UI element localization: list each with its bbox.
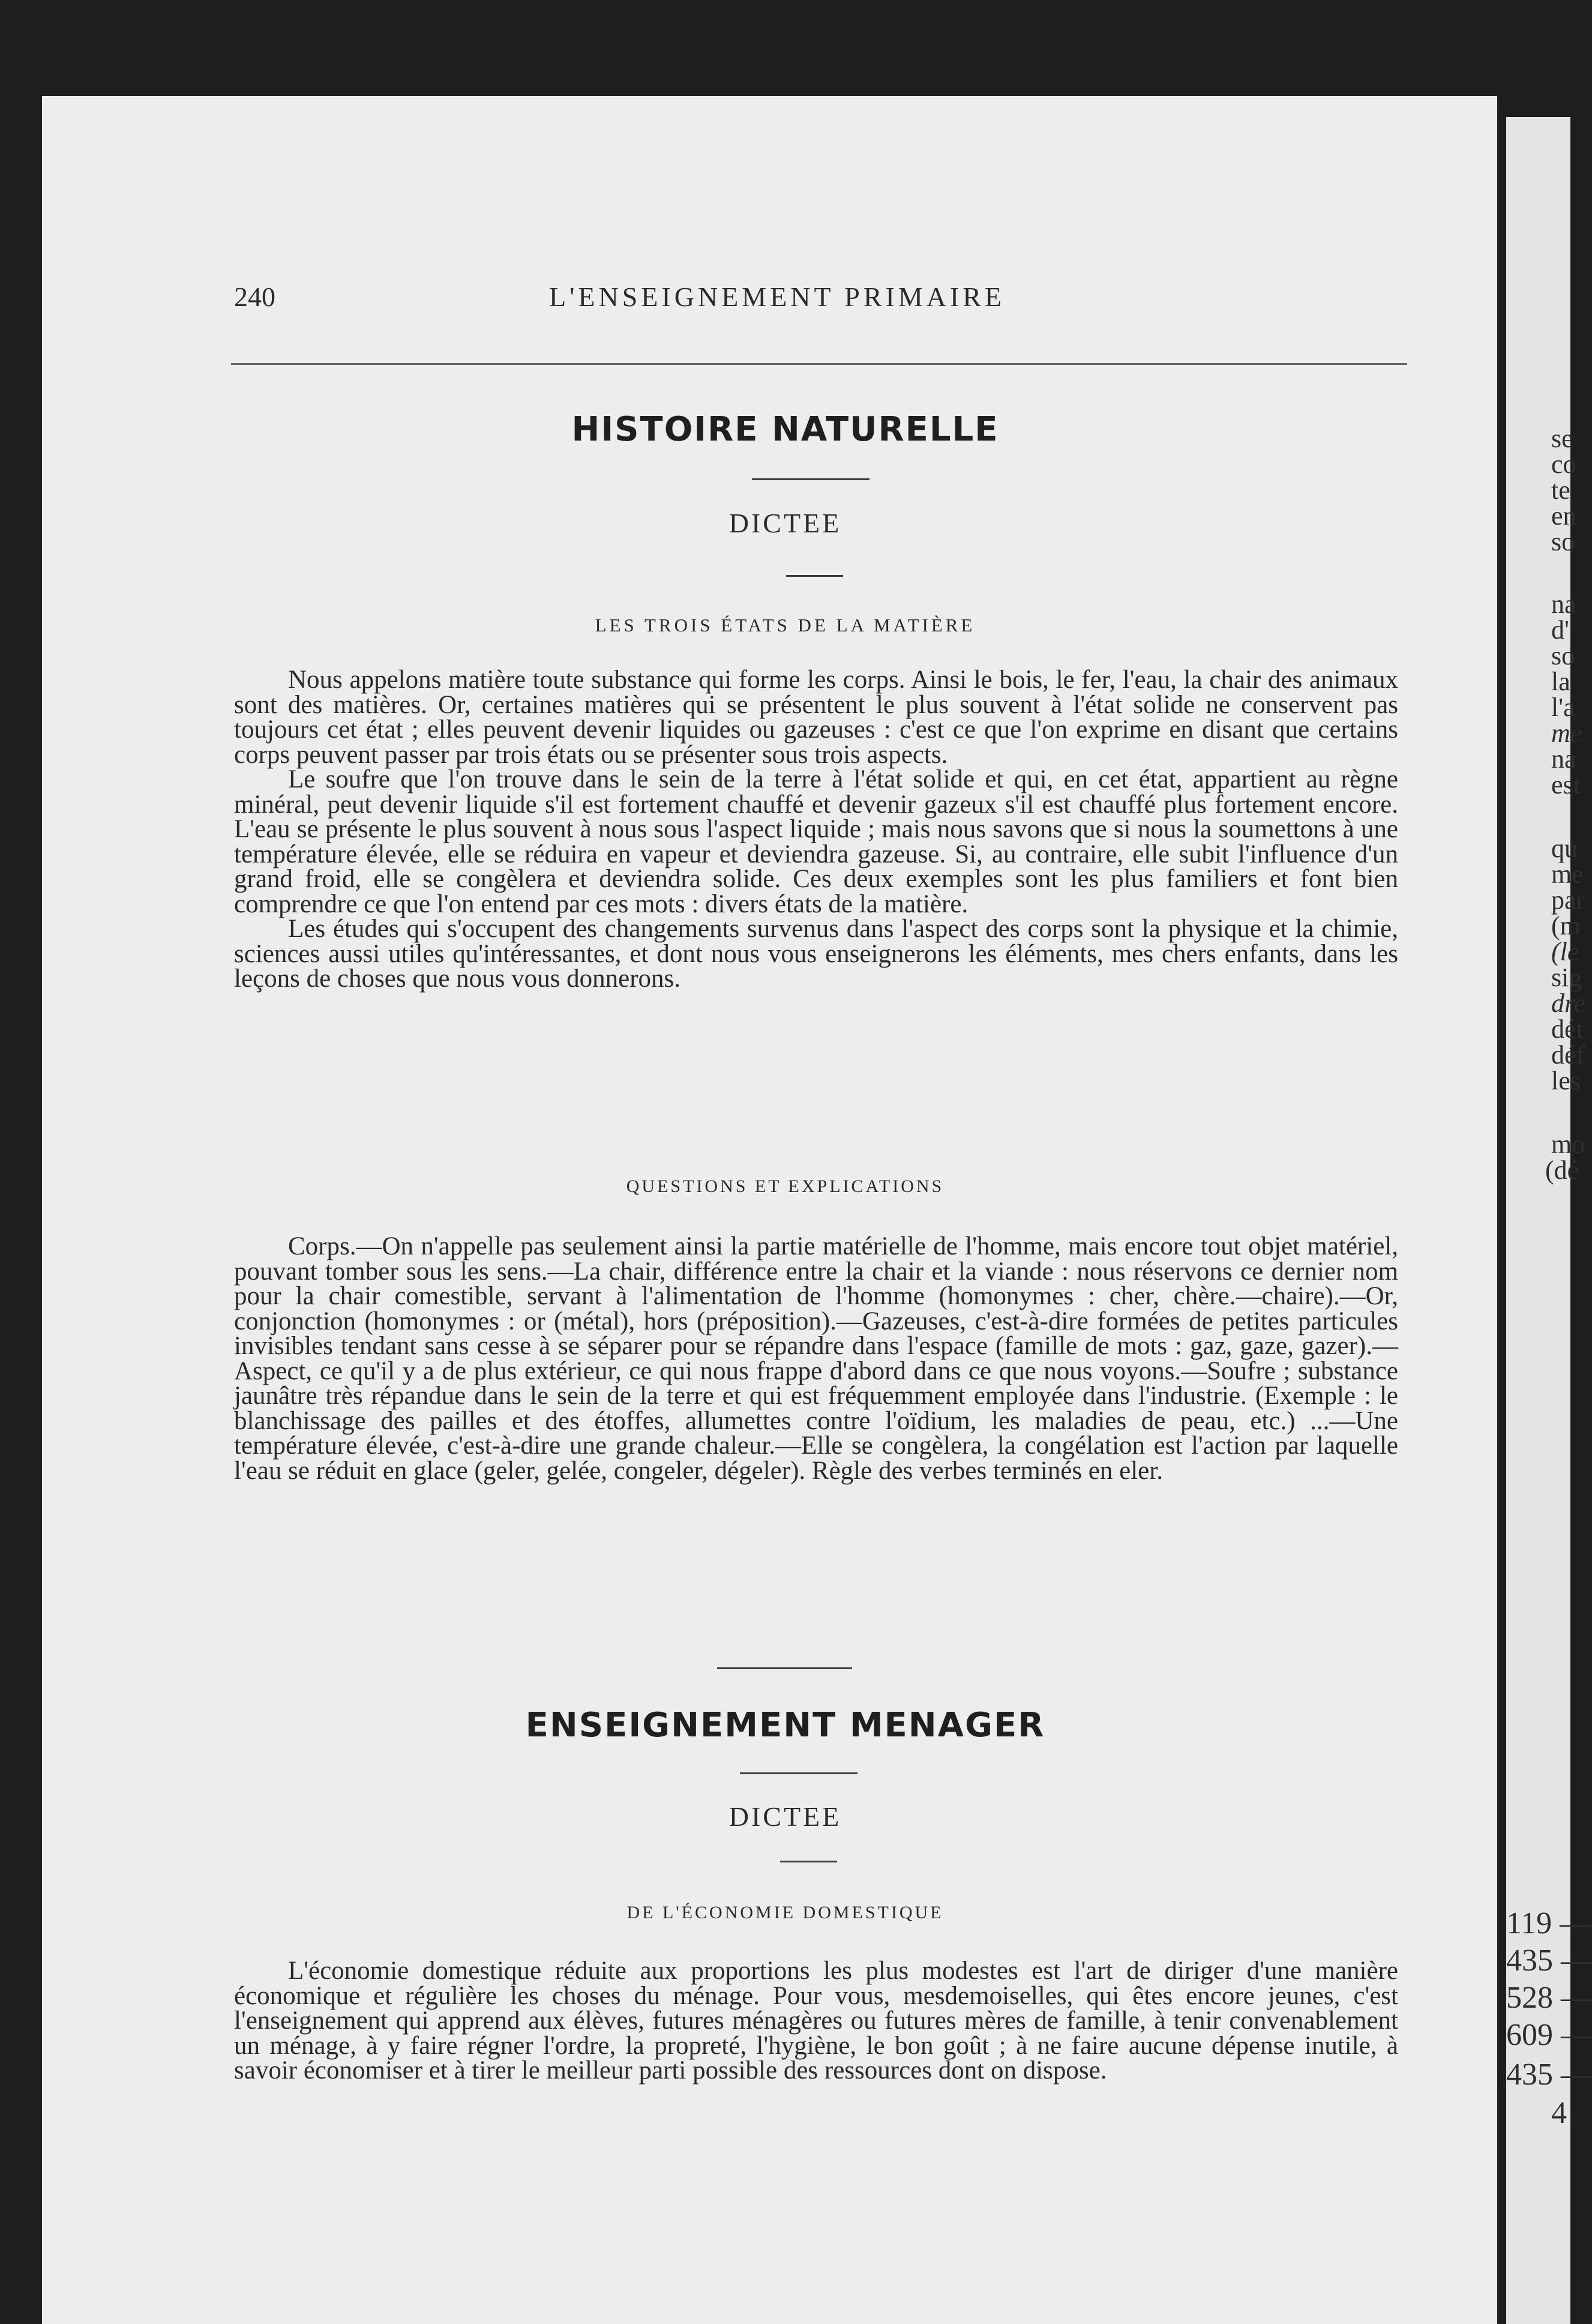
facing-fragment: na [1551, 744, 1576, 774]
facing-number: 119 — [1506, 1906, 1591, 1940]
questions-paragraph: Corps.—On n'appelle pas seulement ainsi la partie matérielle de l'homme, mais encore tout objet matériel, pouvant tomber sous les sens.—La chair, différence entre la chair et la viande : nous réservons ce dernier nom pour la chair comestible, servant à l'alimentation de l'homme (homonymes : cher, chère.—chaire).—Or, conjonction (homonymes : or (métal), hors (préposition).—Gazeuses, c'est-à-dire formées de petites particules invisibles tendant sans cesse à se séparer pour se répandre dans l'espace (famille de mots : gaz, gaze, gazer).—Aspect, ce qu'il y a de plus extérieur, ce qui nous frappe d'abord dans ce que nous voyons.—Soufre ; substance jaunâtre très répandue dans le sein de la terre et qui est fréquemment employée dans l'industrie. (Exemple : le blanchissage des pailles et des étoffes, allumettes contre l'oïdium, les maladies de peau, etc.) ...—Une température élevée, c'est-à-dire une grande chaleur.—Elle se congèlera, la congélation est l'action par laquelle l'eau se réduit en glace (geler, gelée, congeler, dégeler). Règle des verbes terminés en eler. [234, 1232, 1398, 1485]
facing-fragment: la [1551, 667, 1570, 696]
facing-fragment: so [1551, 641, 1575, 670]
facing-number: 4 [1551, 2096, 1567, 2130]
header-divider [231, 363, 1407, 365]
facing-fragment: co [1551, 450, 1576, 479]
dictation-paragraph: Le soufre que l'on trouve dans le sein de la terre à l'état solide et qui, en cet état, appartient au règne minéral, peut devenir liquide s'il est fortement chauffé et devenir gazeux s'il est chauffé plus fortement encore. L'eau se présente le plus souvent à nous sous l'aspect liquide ; mais nous savons que si nous la soumettons à une température élevée, elle se réduira en vapeur et deviendra gazeuse. Si, au contraire, elle subit l'influence d'un grand froid, elle se congèlera et deviendra solide. Ces deux exemples sont les plus familiers et font bien comprendre ce que l'on entend par ces mots : divers états de la matière. [234, 765, 1398, 918]
facing-fragment: se [1551, 424, 1573, 453]
page-number: 240 [234, 281, 275, 312]
dictation-paragraph: Les études qui s'occupent des changements survenus dans l'aspect des corps sont la physique et la chimie, sciences aussi utiles qu'intéressantes, et dont nous vous enseignerons les éléments, mes chers enfants, dans les leçons de choses que nous vous donnerons. [234, 915, 1398, 993]
facing-fragment: est [1551, 770, 1581, 799]
section-title-enseignement-menager: ENSEIGNEMENT MENAGER [525, 1706, 1045, 1745]
facing-fragment: d' [1551, 615, 1569, 645]
facing-fragment: (dé [1545, 1155, 1579, 1185]
facing-fragment: l'a [1551, 693, 1575, 722]
dictation-text [234, 667, 1398, 992]
facing-fragment: les [1551, 1066, 1581, 1095]
facing-fragment: (le [1551, 937, 1579, 966]
title-divider [740, 1772, 858, 1774]
facing-fragment: dét [1551, 1014, 1584, 1044]
subtitle-divider [786, 575, 843, 577]
facing-number: 435 — [1506, 2058, 1592, 2092]
facing-fragment: par [1551, 885, 1585, 915]
section-title-histoire-naturelle: HISTOIRE NATURELLE [571, 410, 999, 449]
facing-fragment: dre [1551, 989, 1586, 1018]
title-divider [752, 478, 870, 480]
facing-fragment: na [1551, 589, 1576, 619]
facing-fragment: mo [1551, 1130, 1585, 1159]
facing-fragment: me [1551, 718, 1582, 748]
journal-title: L'ENSEIGNEMENT PRIMAIRE [549, 281, 1006, 312]
dictation-heading: LES TROIS ÉTATS DE LA MATIÈRE [595, 615, 976, 636]
section-subtitle-dictee: DICTEE [728, 508, 842, 538]
menager-paragraph: L'économie domestique réduite aux proportions les plus modestes est l'art de diriger d'une manière économique et régulière les choses du ménage. Pour vous, mesdemoiselles, qui êtes encore jeunes, c'est l'enseignement qui apprend aux élèves, futures ménagères ou futures mères de famille, à tenir convenablement un ménage, à y faire régner l'ordre, la propreté, l'hygiène, le bon goût ; à ne faire aucune dépense inutile, à savoir économiser et à tirer le meilleur parti possible des ressources dont on dispose. [234, 1957, 1398, 2085]
facing-fragment: déf [1551, 1040, 1585, 1070]
questions-heading: QUESTIONS ET EXPLICATIONS [626, 1176, 945, 1196]
facing-number: 435 — [1506, 1943, 1592, 1978]
facing-fragment: me [1551, 859, 1584, 889]
menager-text-block [234, 1958, 1398, 2083]
facing-fragment: sig [1551, 963, 1582, 992]
facing-fragment: qu [1551, 834, 1578, 863]
facing-number: 609 — [1506, 2018, 1592, 2052]
facing-number: 528 — [1506, 1981, 1592, 2015]
subtitle-divider [780, 1861, 837, 1862]
facing-fragment: so [1551, 527, 1575, 556]
dictation-paragraph: Nous appelons matière toute substance qui forme les corps. Ainsi le bois, le fer, l'eau, la chair des animaux sont des matières. Or, certaines matières qui se présentent le plus souvent à l'état solide ne conservent pas toujours cet état ; elles peuvent devenir liquides ou gazeuses : c'est ce que l'on exprime en disant que certains corps peuvent passer par trois états ou se présenter sous trois aspects. [234, 666, 1398, 769]
facing-fragment: (m [1551, 911, 1581, 941]
questions-text-block [234, 1234, 1398, 1483]
section-subtitle-dictee: DICTEE [728, 1801, 842, 1832]
facing-fragment: te [1551, 475, 1570, 505]
facing-fragment: en [1551, 501, 1576, 531]
dictation-heading: DE L'ÉCONOMIE DOMESTIQUE [626, 1903, 944, 1922]
section-divider [717, 1667, 852, 1669]
